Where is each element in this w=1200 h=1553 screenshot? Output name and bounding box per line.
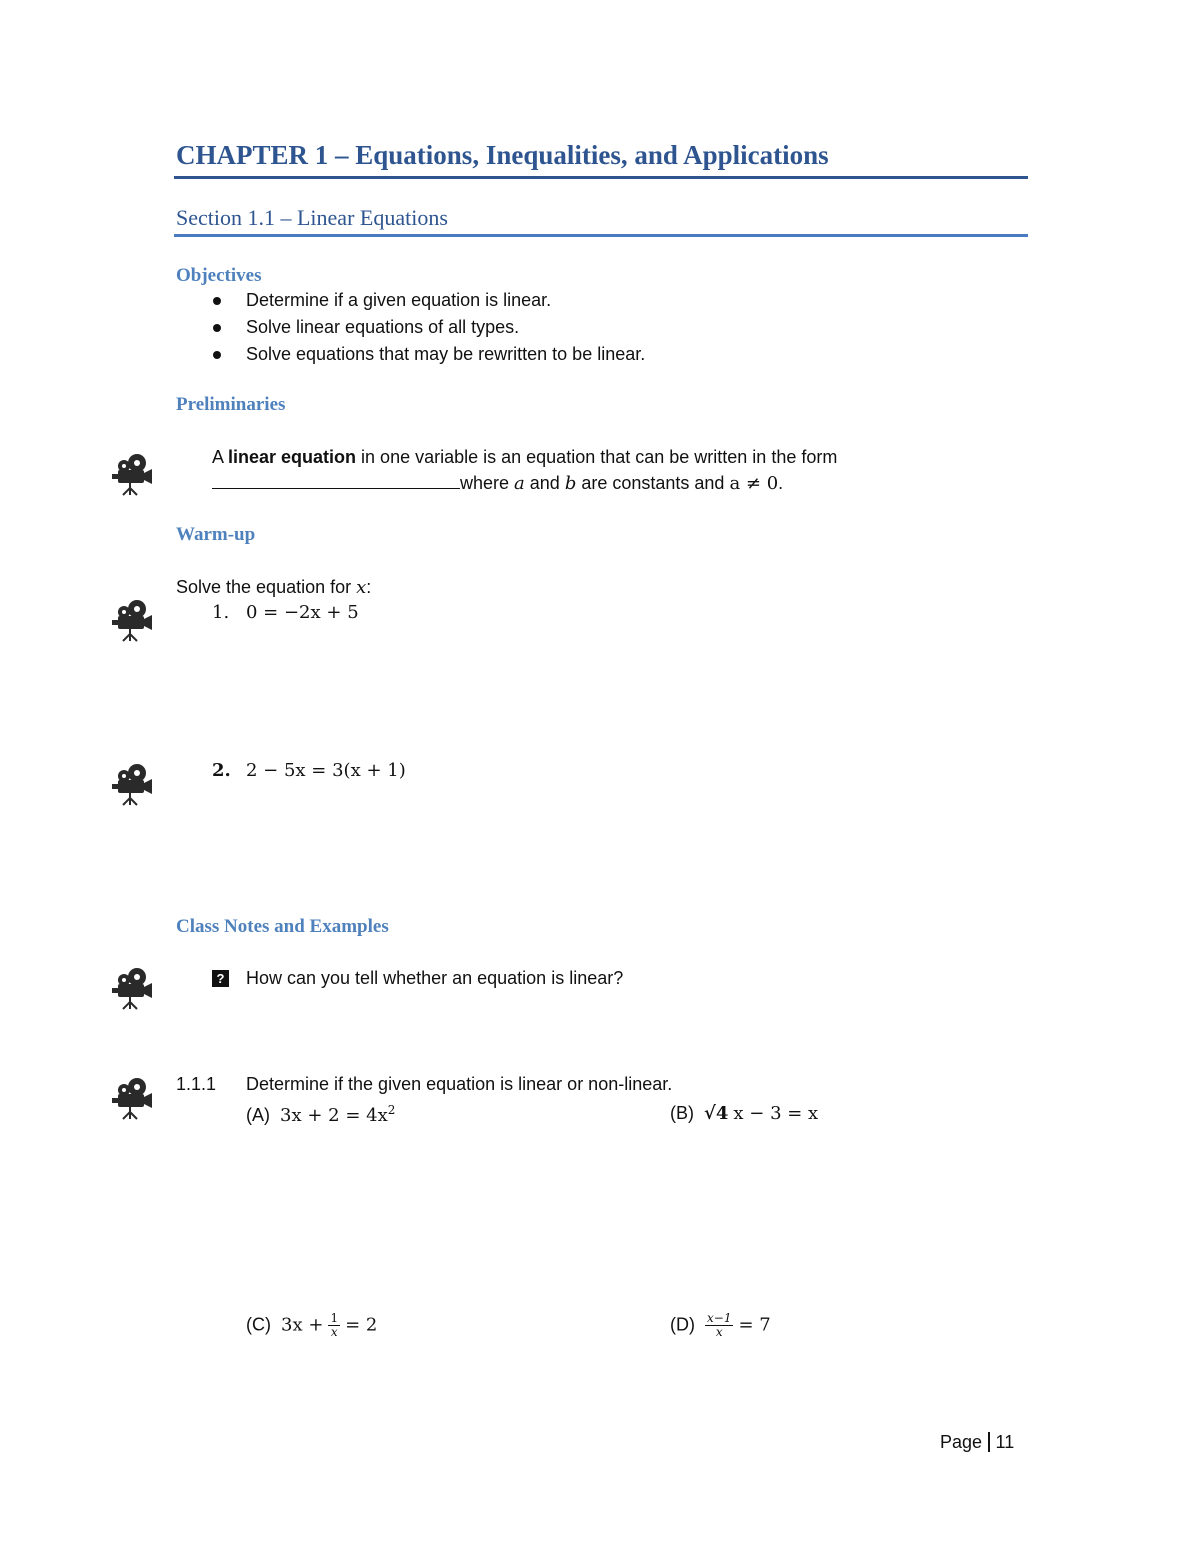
- linear-equation-definition: A linear equation in one variable is an equation that can be written in the form: [212, 447, 838, 467]
- chapter-rule: [174, 176, 1028, 179]
- objective-item: Determine if a given equation is linear.: [246, 290, 552, 310]
- part-a-label: (A): [246, 1105, 270, 1125]
- part-c-label: (C): [246, 1314, 271, 1335]
- bullet-icon: [213, 324, 221, 332]
- example-prompt: Determine if the given equation is linear or non-linear.: [246, 1074, 673, 1094]
- video-camera-icon[interactable]: [110, 598, 154, 642]
- page-number: Page 11: [940, 1432, 1015, 1452]
- question-box-icon: ?: [212, 970, 229, 987]
- video-camera-icon[interactable]: [110, 966, 154, 1010]
- part-a-exponent: 2: [387, 1103, 396, 1117]
- class-notes-heading: Class Notes and Examples: [176, 916, 389, 937]
- part-d: (D) $\frac{x-1}{x}$ = 7: [670, 1311, 771, 1339]
- warmup-problem-1-number: 1.: [212, 602, 230, 623]
- part-b-radical: √4: [704, 1103, 729, 1124]
- warmup-problem-1-equation: 0 = −2x + 5: [246, 602, 359, 623]
- preliminaries-heading: Preliminaries: [176, 394, 286, 415]
- part-b: [670, 1103, 818, 1124]
- class-notes-question: How can you tell whether an equation is linear?: [246, 968, 624, 988]
- part-d-label: (D): [670, 1314, 695, 1335]
- condition: a ≠ 0: [729, 473, 779, 494]
- part-a: [246, 1103, 395, 1126]
- part-b-label: (B): [670, 1103, 694, 1123]
- page-divider: [988, 1432, 990, 1452]
- section-title: Section 1.1 – Linear Equations: [176, 205, 448, 230]
- objective-item: Solve equations that may be rewritten to be linear.: [246, 344, 646, 364]
- warmup-problem-2-equation: 2 − 5x = 3(x + 1): [246, 760, 406, 781]
- bullet-icon: [213, 297, 221, 305]
- objectives-heading: Objectives: [176, 265, 262, 286]
- warmup-problem-2-number: 2.: [212, 760, 231, 781]
- warmup-instruction: Solve the equation for x:: [176, 577, 372, 598]
- warmup-heading: Warm-up: [176, 524, 256, 545]
- fill-in-blank: [212, 472, 460, 489]
- section-rule: [174, 234, 1028, 237]
- bullet-icon: [213, 351, 221, 359]
- chapter-title: CHAPTER 1 – Equations, Inequalities, and Applications: [176, 140, 829, 170]
- part-c: (C) 3x + $\frac{1}{x}$ = 2: [246, 1311, 378, 1339]
- example-number: 1.1.1: [176, 1074, 217, 1094]
- part-a-equation: 3x + 2 = 4x: [280, 1105, 388, 1126]
- part-b-equation: x − 3 = x: [733, 1103, 819, 1124]
- video-camera-icon[interactable]: [110, 1076, 154, 1120]
- definition-line-2: where a and b are constants and a ≠ 0.: [212, 472, 783, 494]
- video-camera-icon[interactable]: [110, 452, 154, 496]
- objective-item: Solve linear equations of all types.: [246, 317, 520, 337]
- video-camera-icon[interactable]: [110, 762, 154, 806]
- term-linear-equation: linear equation: [228, 447, 357, 467]
